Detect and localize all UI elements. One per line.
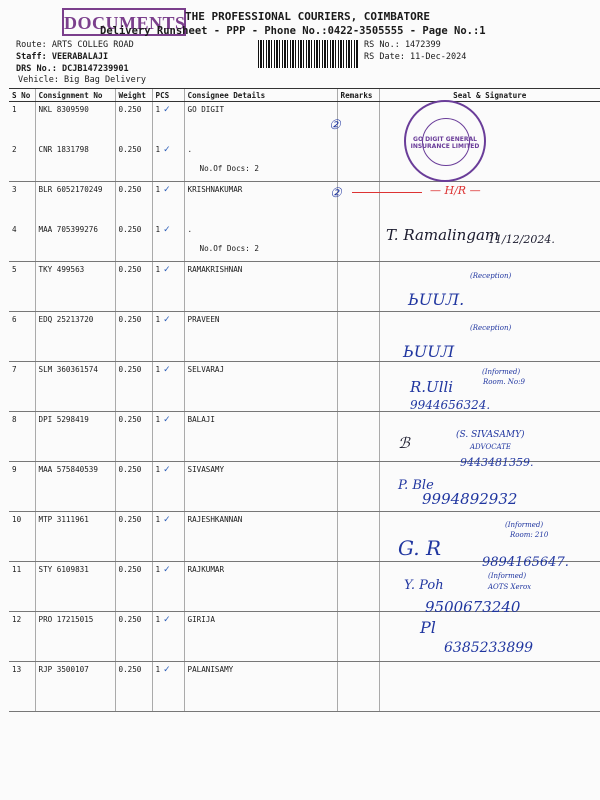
cell-consignee <box>184 662 337 712</box>
cell-consignment-no <box>35 512 115 562</box>
cell-consignment-no-text: SLM 360361574 <box>38 365 98 374</box>
cell-consignee <box>184 462 337 512</box>
cell-remarks <box>337 102 379 142</box>
cell-consignee <box>184 362 337 412</box>
red-line <box>352 192 422 193</box>
cell-weight-text: 0.250 <box>118 185 142 194</box>
col-header-remarks: Remarks <box>337 89 379 102</box>
cell-weight <box>115 562 152 612</box>
cell-consignment-no <box>35 562 115 612</box>
cell-consignment-no-text: PRO 17215015 <box>38 615 94 624</box>
cell-weight-text: 0.250 <box>118 144 142 154</box>
signature-row7: ЬUUЛ <box>403 342 455 361</box>
label-row11-1: (Informed) <box>505 521 544 529</box>
signature-row6: ЬUUЛ. <box>408 290 465 309</box>
barcode <box>258 40 358 68</box>
label-row7: (Reception) <box>470 324 512 332</box>
cell-consignment-no <box>35 142 115 182</box>
cell-consignment-no-text: MTP 3111961 <box>38 515 89 524</box>
vehicle-label: Vehicle: Big Bag Delivery <box>18 75 146 85</box>
cell-sno-text: 5 <box>12 265 17 274</box>
hr-mark: — H/R — <box>430 184 481 197</box>
cell-pcs <box>152 662 184 712</box>
table-row <box>9 142 600 182</box>
cell-weight-text: 0.250 <box>118 665 142 674</box>
cell-consignee-text: SELVARAJ <box>187 365 225 374</box>
cell-sno-text: 12 <box>12 615 22 624</box>
docs-count: No.Of Docs: 2 <box>199 163 259 173</box>
circle-mark-2: ② <box>330 186 342 201</box>
tick-mark: ✓ <box>163 315 171 325</box>
cell-weight <box>115 182 152 222</box>
cell-pcs-text: 1 <box>155 185 161 194</box>
label-row8-2: Room. No:9 <box>483 378 525 386</box>
cell-seal-signature <box>379 182 600 222</box>
cell-pcs <box>152 562 184 612</box>
table-row <box>9 262 600 312</box>
cell-pcs <box>152 262 184 312</box>
cell-pcs-text: 1 <box>155 415 161 424</box>
cell-remarks <box>337 612 379 662</box>
signature-row13: Pl <box>420 618 436 637</box>
signature-row9: (S. SIVASAMY) <box>456 430 525 440</box>
rs-number: RS No.: 1472399 <box>364 40 441 50</box>
cell-consignment-no-text: NKL 8309590 <box>38 105 89 114</box>
phone-row12: 9500673240 <box>425 598 521 616</box>
cell-pcs-text: 1 <box>155 565 161 574</box>
cell-weight-text: 0.250 <box>118 265 142 274</box>
cell-sno <box>9 142 35 182</box>
cell-consignee-text: PALANISAMY <box>187 665 234 674</box>
cell-sno-text: 10 <box>12 515 22 524</box>
cell-consignee-text: . <box>187 224 193 234</box>
cell-sno-text: 2 <box>12 144 17 154</box>
tick-mark: ✓ <box>163 265 171 275</box>
cell-pcs-text: 1 <box>155 365 161 374</box>
cell-remarks <box>337 662 379 712</box>
cell-consignee-text: SIVASAMY <box>187 465 225 474</box>
cell-weight-text: 0.250 <box>118 415 142 424</box>
phone-row8: 9944656324. <box>410 398 491 412</box>
cell-consignment-no <box>35 662 115 712</box>
cell-sno-text: 13 <box>12 665 22 674</box>
cell-sno-text: 9 <box>12 465 17 474</box>
cell-consignee-text: RAMAKRISHNAN <box>187 265 243 274</box>
cell-consignment-no <box>35 262 115 312</box>
signature-row8: R.Ulli <box>410 378 454 396</box>
tick-mark: ✓ <box>163 144 171 155</box>
cell-sno <box>9 362 35 412</box>
cell-sno-text: 8 <box>12 415 17 424</box>
cell-remarks <box>337 562 379 612</box>
cell-pcs-text: 1 <box>155 665 161 674</box>
label-row8-1: (Informed) <box>482 368 521 376</box>
cell-sno <box>9 512 35 562</box>
cell-consignment-no <box>35 362 115 412</box>
cell-pcs <box>152 222 184 262</box>
cell-sno <box>9 102 35 142</box>
runsheet-subtitle: Delivery Runsheet - PPP - Phone No.:0422-3505555 - Page No.:1 <box>100 25 486 37</box>
cell-sno <box>9 662 35 712</box>
cell-pcs <box>152 142 184 182</box>
cell-weight-text: 0.250 <box>118 565 142 574</box>
tick-mark: ✓ <box>163 565 171 575</box>
label-row12-2: AOTS Xerox <box>488 583 532 591</box>
table-header-row <box>9 89 600 102</box>
col-header-sno: S No <box>9 89 35 102</box>
cell-consignee <box>184 412 337 462</box>
cell-consignee <box>184 262 337 312</box>
cell-pcs <box>152 412 184 462</box>
col-header-consignment: Consignment No <box>35 89 115 102</box>
cell-weight-text: 0.250 <box>118 365 142 374</box>
cell-consignee-text: . <box>187 144 193 154</box>
signature-row10: P. Ble <box>398 478 434 493</box>
phone-row9: 9443481359. <box>460 456 534 469</box>
docs-count: No.Of Docs: 2 <box>199 243 259 253</box>
cell-consignee <box>184 512 337 562</box>
cell-consignment-no <box>35 612 115 662</box>
cell-pcs-text: 1 <box>155 465 161 474</box>
staff-label: Staff: VEERABALAJI <box>16 52 109 62</box>
cell-weight <box>115 512 152 562</box>
cell-remarks <box>337 262 379 312</box>
cell-pcs <box>152 462 184 512</box>
cell-remarks <box>337 312 379 362</box>
col-header-weight: Weight <box>115 89 152 102</box>
cell-consignment-no-text: EDQ 25213720 <box>38 315 94 324</box>
signature-row11: G. R <box>398 536 442 560</box>
cell-pcs <box>152 102 184 142</box>
cell-consignee <box>184 102 337 142</box>
cell-sno-text: 6 <box>12 315 17 324</box>
cell-remarks <box>337 182 379 222</box>
label-row11-2: Room: 210 <box>510 531 549 539</box>
cell-consignee-text: KRISHNAKUMAR <box>187 185 243 194</box>
cell-remarks <box>337 222 379 262</box>
cell-consignee <box>184 222 337 262</box>
tick-mark: ✓ <box>163 665 171 675</box>
cell-consignee-text: RAJKUMAR <box>187 565 225 574</box>
cell-sno-text: 3 <box>12 185 17 194</box>
cell-pcs-text: 1 <box>155 315 161 324</box>
cell-weight-text: 0.250 <box>118 105 142 114</box>
cell-weight <box>115 462 152 512</box>
cell-consignment-no-text: STY 6109831 <box>38 565 89 574</box>
cell-consignment-no-text: DPI 5298419 <box>38 415 89 424</box>
rs-date: RS Date: 11-Dec-2024 <box>364 52 467 62</box>
cell-consignee-text: GO DIGIT <box>187 105 225 114</box>
cell-sno <box>9 182 35 222</box>
runsheet-table <box>9 88 600 712</box>
cell-consignee <box>184 182 337 222</box>
cell-consignment-no-text: BLR 6052170249 <box>38 185 103 194</box>
tick-mark: ✓ <box>163 185 171 195</box>
cell-sno <box>9 612 35 662</box>
cell-sno <box>9 262 35 312</box>
tick-mark: ✓ <box>163 465 171 475</box>
phone-row13: 6385233899 <box>444 640 534 656</box>
table-row <box>9 182 600 222</box>
label-row12-1: (Informed) <box>488 572 527 580</box>
label-row9: ADVOCATE <box>470 443 512 451</box>
date-row5: 11/12/2024. <box>488 233 555 246</box>
cell-sno <box>9 222 35 262</box>
seal-text: GO DIGIT GENERAL INSURANCE LIMITED <box>410 136 480 150</box>
cell-consignee <box>184 312 337 362</box>
cell-consignee-text: RAJESHKANNAN <box>187 515 243 524</box>
cell-pcs-text: 1 <box>155 105 161 114</box>
cell-weight-text: 0.250 <box>118 515 142 524</box>
cell-consignee-text: GIRIJA <box>187 615 215 624</box>
col-header-consignee: Consignee Details <box>184 89 337 102</box>
cell-pcs <box>152 182 184 222</box>
cell-sno <box>9 312 35 362</box>
company-title: THE PROFESSIONAL COURIERS, COIMBATORE <box>185 10 431 23</box>
drs-label: DRS No.: DCJB147239901 <box>16 64 129 74</box>
cell-consignment-no-text: TKY 499563 <box>38 265 85 274</box>
cell-sno-text: 1 <box>12 105 17 114</box>
cell-sno-text: 7 <box>12 365 17 374</box>
cell-sno-text: 4 <box>12 224 17 234</box>
cell-weight <box>115 412 152 462</box>
cell-consignee-text: BALAJI <box>187 415 215 424</box>
col-header-pcs: PCS <box>152 89 184 102</box>
phone-row11: 9894165647. <box>482 555 569 570</box>
cell-weight <box>115 312 152 362</box>
cell-weight <box>115 142 152 182</box>
cell-pcs-text: 1 <box>155 615 161 624</box>
tick-mark: ✓ <box>163 365 171 375</box>
cell-consignment-no-text: MAA 705399276 <box>38 224 98 234</box>
cell-remarks <box>337 412 379 462</box>
label-row6: (Reception) <box>470 272 512 280</box>
cell-sno <box>9 412 35 462</box>
cell-consignment-no <box>35 102 115 142</box>
cell-pcs <box>152 312 184 362</box>
cell-weight-text: 0.250 <box>118 315 142 324</box>
cell-weight-text: 0.250 <box>118 224 142 234</box>
cell-remarks <box>337 362 379 412</box>
circle-mark-1: ② <box>329 118 341 133</box>
cell-weight <box>115 612 152 662</box>
cell-consignment-no <box>35 462 115 512</box>
cell-pcs <box>152 612 184 662</box>
tick-mark: ✓ <box>163 224 171 235</box>
cell-weight-text: 0.250 <box>118 465 142 474</box>
cell-pcs-text: 1 <box>155 144 161 154</box>
cell-consignment-no-text: RJP 3500107 <box>38 665 89 674</box>
cell-remarks <box>337 142 379 182</box>
cell-remarks <box>337 512 379 562</box>
tick-mark: ✓ <box>163 415 171 425</box>
cell-consignment-no <box>35 222 115 262</box>
table-row <box>9 102 600 142</box>
cell-weight <box>115 362 152 412</box>
cell-pcs-text: 1 <box>155 224 161 234</box>
cell-sno <box>9 562 35 612</box>
company-seal <box>404 100 486 182</box>
cell-remarks <box>337 462 379 512</box>
cell-seal-signature <box>379 662 600 712</box>
cell-weight-text: 0.250 <box>118 615 142 624</box>
cell-pcs <box>152 512 184 562</box>
phone-row10: 9994892932 <box>422 490 518 508</box>
tick-mark: ✓ <box>163 105 171 115</box>
tick-mark: ✓ <box>163 515 171 525</box>
signature-row12: Y. Poh <box>404 578 444 593</box>
cell-weight <box>115 102 152 142</box>
cell-consignment-no <box>35 182 115 222</box>
cell-consignment-no <box>35 312 115 362</box>
signature-row5: T. Ramalingam <box>386 226 500 244</box>
cell-pcs <box>152 362 184 412</box>
cell-sno <box>9 462 35 512</box>
cell-sno-text: 11 <box>12 565 22 574</box>
cell-weight <box>115 222 152 262</box>
route-label: Route: ARTS COLLEG ROAD <box>16 40 134 50</box>
cell-weight <box>115 262 152 312</box>
cell-pcs-text: 1 <box>155 265 161 274</box>
cell-consignment-no-text: CNR 1831798 <box>38 144 89 154</box>
cell-consignee <box>184 612 337 662</box>
cell-pcs-text: 1 <box>155 515 161 524</box>
table-row <box>9 662 600 712</box>
col-header-seal: Seal & Signature <box>379 89 600 102</box>
cell-weight <box>115 662 152 712</box>
cell-consignee <box>184 562 337 612</box>
cell-consignee <box>184 142 337 182</box>
cell-consignment-no <box>35 412 115 462</box>
documents-stamp: DOCUMENTS <box>62 8 186 36</box>
cell-consignee-text: PRAVEEN <box>187 315 220 324</box>
tick-mark: ✓ <box>163 615 171 625</box>
signature-row9-mark: ℬ <box>398 434 410 452</box>
cell-consignment-no-text: MAA 575840539 <box>38 465 98 474</box>
table-row <box>9 312 600 362</box>
